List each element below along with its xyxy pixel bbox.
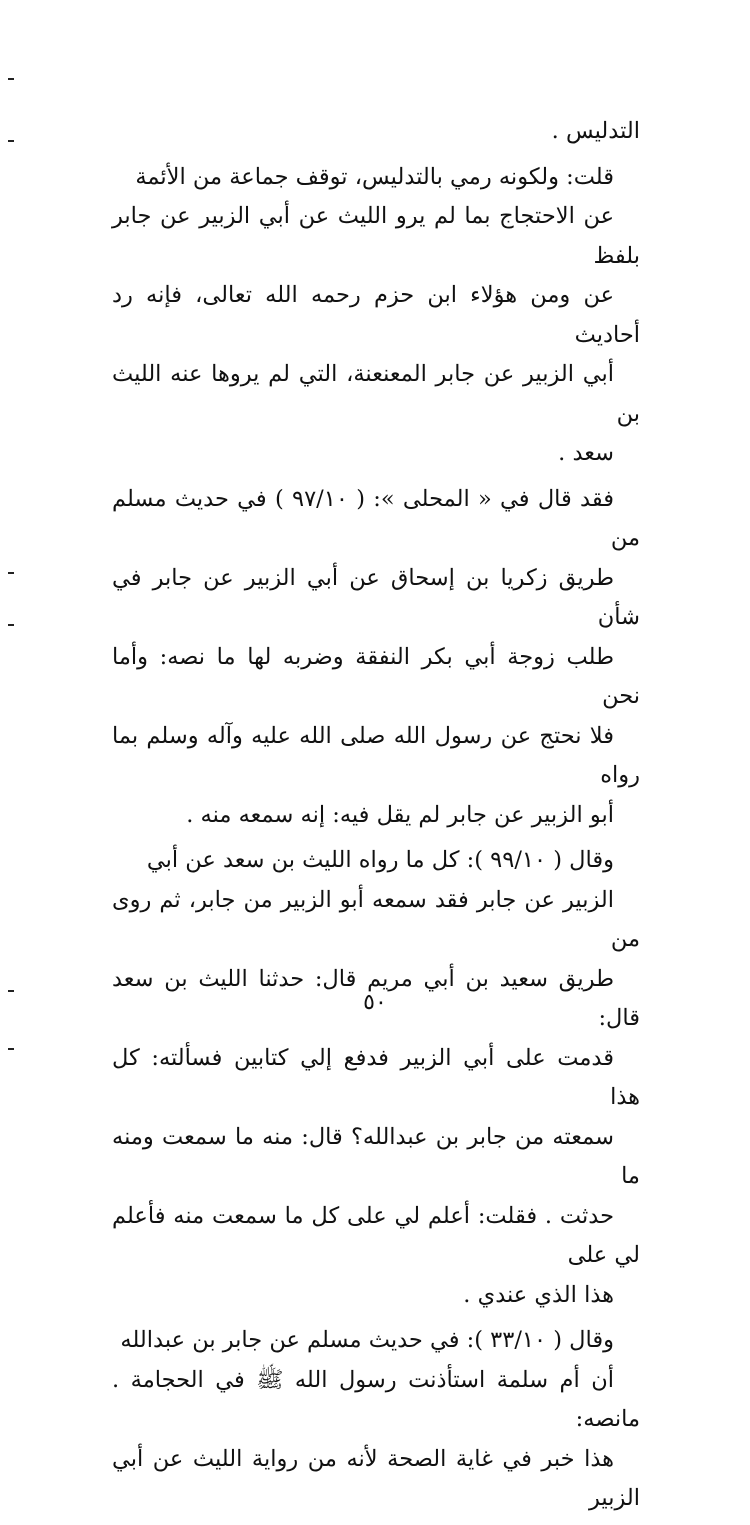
text-line: عن الاحتجاج بما لم يرو الليث عن أبي الزبير عن جابر بلفظ bbox=[112, 203, 640, 269]
text-line: سمعته من جابر بن عبدالله؟ قال: منه ما سمعت ومنه ما bbox=[112, 1123, 640, 1189]
margin-mark bbox=[8, 624, 14, 626]
text-line: طلب زوجة أبي بكر النفقة وضربه لها ما نصه: وأما نحن bbox=[112, 643, 640, 709]
text-line: عن ومن هؤلاء ابن حزم رحمه الله تعالى، فإنه رد أحاديث bbox=[112, 282, 640, 348]
margin-mark bbox=[8, 572, 14, 574]
text-line: قلت: ولكونه رمي بالتدليس، توقف جماعة من الأئمة bbox=[135, 163, 614, 190]
text-line: فقد قال في « المحلى »: ( ٩٧/١٠ ) في حديث مسلم من bbox=[112, 485, 640, 551]
text-line: وقال ( ٩٩/١٠ ): كل ما رواه الليث بن سعد عن أبي bbox=[146, 847, 614, 873]
text-line: أبو الزبير عن جابر لم يقل فيه: إنه سمعه منه . bbox=[186, 801, 614, 828]
paragraph bbox=[112, 480, 640, 836]
margin-mark bbox=[8, 140, 14, 142]
margin-mark bbox=[8, 1048, 14, 1050]
paragraph bbox=[112, 158, 640, 474]
margin-mark bbox=[8, 78, 14, 80]
text-line: فلا نحتج عن رسول الله صلى الله عليه وآله وسلم بما رواه bbox=[112, 722, 640, 788]
text-line: حدثت . فقلت: أعلم لي على كل ما سمعت منه فأعلم لي على bbox=[112, 1202, 640, 1268]
text-line: سعد . bbox=[558, 440, 614, 466]
text-line: طريق سعيد بن أبي مريم قال: حدثنا الليث بن سعد قال: bbox=[112, 965, 640, 1031]
paragraph bbox=[112, 841, 640, 1315]
text-line: هذا خبر في غاية الصحة لأنه من رواية الليث عن أبي الزبير bbox=[112, 1445, 640, 1511]
body-text bbox=[112, 112, 640, 1525]
text-line: وقال ( ٣٣/١٠ ): في حديث مسلم عن جابر بن عبدالله bbox=[120, 1327, 614, 1353]
text-line: أن أم سلمة استأذنت رسول الله ﷺ في الحجامة . مانصه: bbox=[112, 1366, 640, 1432]
paragraph bbox=[112, 1321, 640, 1519]
text-line: أبي الزبير عن جابر المعنعنة، التي لم يروها عنه الليث بن bbox=[112, 361, 640, 427]
text-line: قدمت على أبي الزبير فدفع إلي كتابين فسألته: كل هذا bbox=[112, 1044, 640, 1110]
page-number: ٥٠ bbox=[363, 990, 387, 1015]
text-line: هذا الذي عندي . bbox=[463, 1281, 614, 1308]
paragraph bbox=[112, 112, 640, 152]
text-line: التدليس . bbox=[551, 118, 640, 144]
text-line: الزبير عن جابر فقد سمعه أبو الزبير من جابر، ثم روى من bbox=[112, 886, 640, 952]
text-line: طريق زكريا بن إسحاق عن أبي الزبير عن جابر في شأن bbox=[112, 564, 640, 630]
